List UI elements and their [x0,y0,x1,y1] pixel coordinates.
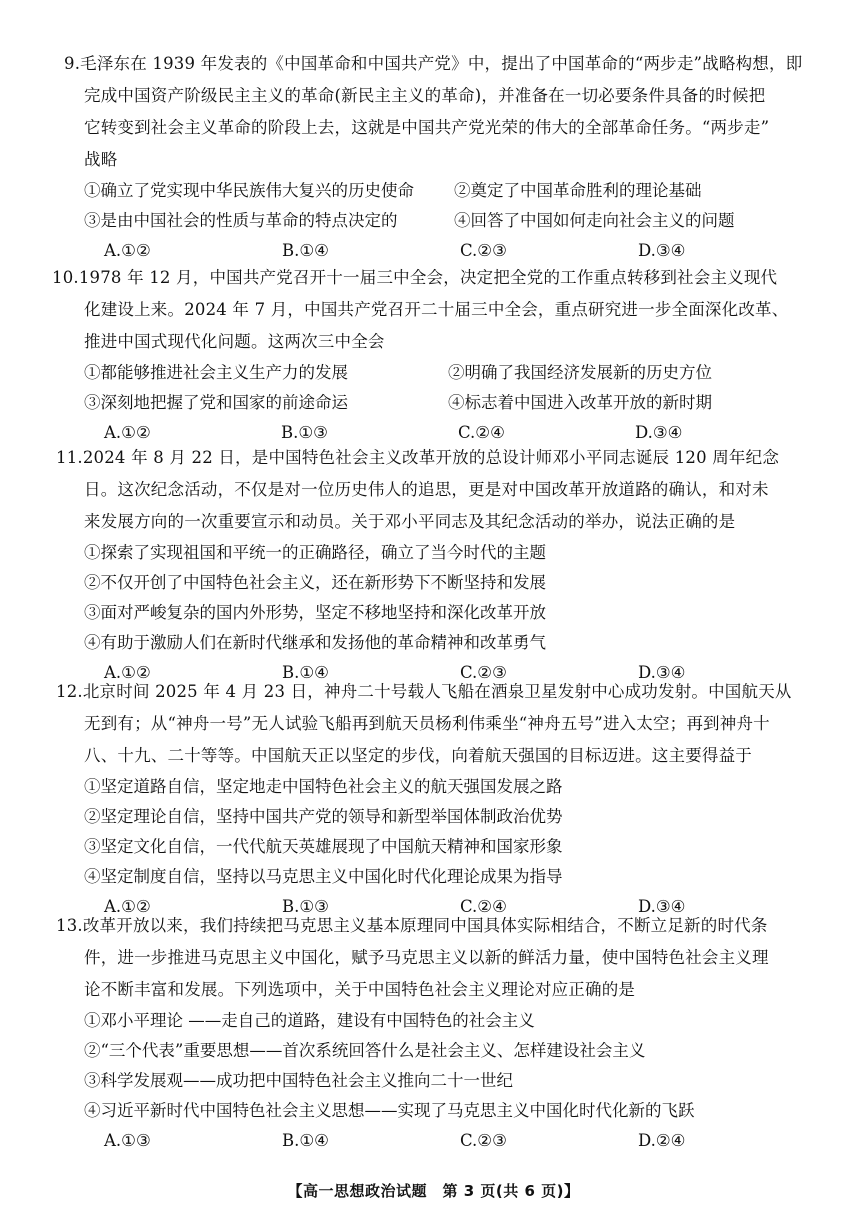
question-stem-line: 战略 [84,150,118,169]
question-stem-line: 完成中国资产阶级民主主义的革命(新民主主义的革命)，并准备在一切必要条件具备的时候把 [84,86,766,105]
statement-4: ④习近平新时代中国特色社会主义思想——实现了马克思主义中国化时代化新的飞跃 [84,1101,695,1120]
statement-1: ①探索了实现祖国和平统一的正确路径，确立了当今时代的主题 [84,543,546,562]
statement-2: ②明确了我国经济发展新的历史方位 [448,363,712,382]
choice-c: C.②③ [460,241,507,260]
statement-4: ④坚定制度自信，坚持以马克思主义中国化时代化理论成果为指导 [84,867,563,886]
choice-a: A.①② [104,897,151,916]
statement-2: ②不仅开创了中国特色社会主义，还在新形势下不断坚持和发展 [84,573,546,592]
page-footer: 【高一思想政治试题 第 3 页(共 6 页)】 [287,1182,580,1200]
question-stem-line: 来发展方向的一次重要宣示和动员。关于邓小平同志及其纪念活动的举办，说法正确的是 [84,512,736,531]
choice-d: D.②④ [638,1131,686,1150]
statement-2: ②坚定理论自信，坚持中国共产党的领导和新型举国体制政治优势 [84,807,563,826]
statement-3: ③是由中国社会的性质与革命的特点决定的 [84,211,398,230]
question-stem-line: 化建设上来。2024 年 7 月，中国共产党召开二十届三中全会，重点研究进一步全面深化改革、 [84,300,789,319]
question-stem-line: 推进中国式现代化问题。这两次三中全会 [84,332,385,351]
statement-1: ①坚定道路自信，坚定地走中国特色社会主义的航天强国发展之路 [84,777,563,796]
choice-a: A.①② [104,241,151,260]
choice-a: A.①② [104,663,151,682]
statement-2: ②“三个代表”重要思想——首次系统回答什么是社会主义、怎样建设社会主义 [84,1041,646,1060]
choice-c: C.②④ [460,897,507,916]
statement-4: ④标志着中国进入改革开放的新时期 [448,393,712,412]
choice-d: D.③④ [635,423,683,442]
choice-c: C.②③ [460,663,507,682]
statement-row [52,358,812,388]
question-stem-line: 11.2024 年 8 月 22 日，是中国特色社会主义改革开放的总设计师邓小平同志诞辰 120 周年纪念 [56,448,780,467]
question-stem-line: 它转变到社会主义革命的阶段上去，这就是中国共产党光荣的伟大的全部革命任务。“两步走” [84,118,770,137]
question-11 [56,442,816,688]
question-10 [52,262,812,448]
choice-c: C.②④ [458,423,505,442]
question-stem-line: 9.毛泽东在 1939 年发表的《中国革命和中国共产党》中，提出了中国革命的“两步走”战略构想，即 [64,54,803,73]
choice-a: A.①③ [104,1131,151,1150]
question-9 [64,48,824,266]
statement-3: ③科学发展观——成功把中国特色社会主义推向二十一世纪 [84,1071,513,1090]
choice-a: A.①② [104,423,151,442]
choice-b: B.①④ [282,663,329,682]
choice-d: D.③④ [638,663,686,682]
statement-1: ①确立了党实现中华民族伟大复兴的历史使命 [84,181,414,200]
question-stem-line: 10.1978 年 12 月，中国共产党召开十一届三中全会，决定把全党的工作重点转移到社会主义现代 [52,268,778,287]
statement-3: ③坚定文化自信，一代代航天英雄展现了中国航天精神和国家形象 [84,837,563,856]
question-stem-line: 八、十九、二十等等。中国航天正以坚定的步伐，向着航天强国的目标迈进。这主要得益于 [84,746,752,765]
choice-b: B.①④ [282,1131,329,1150]
statement-row [64,176,824,206]
statement-2: ②奠定了中国革命胜利的理论基础 [454,181,702,200]
statement-1: ①邓小平理论 ——走自己的道路，建设有中国特色的社会主义 [84,1011,535,1030]
question-stem-line: 12.北京时间 2025 年 4 月 23 日，神舟二十号载人飞船在酒泉卫星发射中心成功发射。中国航天从 [56,682,792,701]
answer-choices [56,1126,816,1156]
statement-1: ①都能够推进社会主义生产力的发展 [84,363,348,382]
question-stem-line: 论不断丰富和发展。下列选项中，关于中国特色社会主义理论对应正确的是 [84,980,636,999]
choice-b: B.①④ [282,241,329,260]
choice-b: B.①③ [281,423,328,442]
question-12 [56,676,816,922]
question-stem-line: 无到有；从“神舟一号”无人试验飞船再到航天员杨利伟乘坐“神舟五号”进入太空；再到神舟十 [84,714,770,733]
question-stem-line: 13.改革开放以来，我们持续把马克思主义基本原理同中国具体实际相结合，不断立足新的时代条 [56,916,768,935]
statement-row [52,388,812,418]
choice-d: D.③④ [638,897,686,916]
question-13 [56,910,816,1156]
statement-4: ④有助于激励人们在新时代继承和发扬他的革命精神和改革勇气 [84,633,546,652]
choice-b: B.①③ [282,897,329,916]
question-stem-line: 件，进一步推进马克思主义中国化，赋予马克思主义以新的鲜活力量，使中国特色社会主义理 [84,948,769,967]
question-stem-line: 日。这次纪念活动，不仅是对一位历史伟人的追思，更是对中国改革开放道路的确认，和对未 [84,480,769,499]
statement-3: ③面对严峻复杂的国内外形势，坚定不移地坚持和深化改革开放 [84,603,546,622]
choice-c: C.②③ [460,1131,507,1150]
statement-row [64,206,824,236]
statement-4: ④回答了中国如何走向社会主义的问题 [454,211,735,230]
statement-3: ③深刻地把握了党和国家的前途命运 [84,393,348,412]
choice-d: D.③④ [638,241,686,260]
